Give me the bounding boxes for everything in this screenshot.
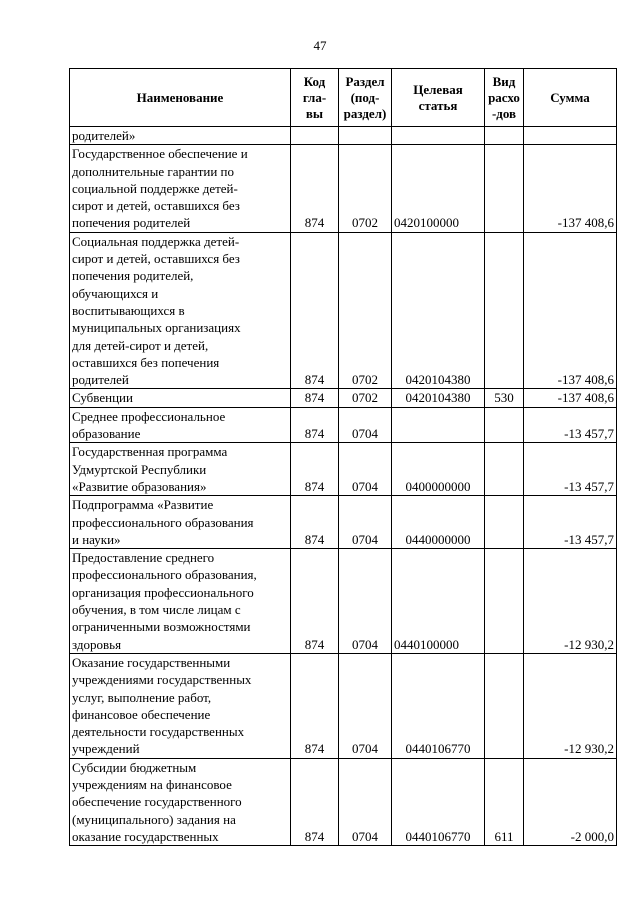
header-target: Целевая статья	[392, 69, 485, 127]
row-section: 0702	[339, 232, 392, 389]
row-target	[392, 407, 485, 443]
header-section: Раздел (под- раздел)	[339, 69, 392, 127]
row-expense	[485, 549, 524, 654]
row-expense	[485, 232, 524, 389]
row-section: 0702	[339, 389, 392, 407]
row-section: 0704	[339, 496, 392, 549]
row-sum: -2 000,0	[524, 758, 617, 845]
row-sum: -13 457,7	[524, 496, 617, 549]
row-chapter: 874	[291, 443, 339, 496]
row-chapter: 874	[291, 145, 339, 232]
row-section: 0702	[339, 145, 392, 232]
table-row	[70, 145, 617, 232]
table-row	[70, 443, 617, 496]
row-name: Предоставление среднего профессионального образования, организация профессионального обучения, в том числе лицам с ограниченными возможностями здоровья	[70, 549, 291, 654]
table-row	[70, 758, 617, 845]
row-sum: -137 408,6	[524, 389, 617, 407]
row-chapter: 874	[291, 232, 339, 389]
row-sum: -12 930,2	[524, 549, 617, 654]
row-name: Оказание государственными учреждениями государственных услуг, выполнение работ, финансовое обеспечение деятельности государственных учреждений	[70, 653, 291, 758]
row-expense: 611	[485, 758, 524, 845]
row-section	[339, 127, 392, 145]
row-name: Субвенции	[70, 389, 291, 407]
row-target: 0440106770	[392, 758, 485, 845]
row-name: Государственное обеспечение и дополнительные гарантии по социальной поддержке детей- сирот и детей, оставшихся без попечения родителей	[70, 145, 291, 232]
row-target: 0440106770	[392, 653, 485, 758]
budget-table	[69, 68, 617, 846]
row-target: 0420104380	[392, 389, 485, 407]
row-expense	[485, 496, 524, 549]
row-section: 0704	[339, 653, 392, 758]
row-chapter: 874	[291, 653, 339, 758]
header-chapter: Код гла- вы	[291, 69, 339, 127]
row-expense	[485, 653, 524, 758]
row-name: Субсидии бюджетным учреждениям на финансовое обеспечение государственного (муниципального) задания на оказание государственных	[70, 758, 291, 845]
row-expense: 530	[485, 389, 524, 407]
row-name: Государственная программа Удмуртской Республики «Развитие образования»	[70, 443, 291, 496]
row-chapter	[291, 127, 339, 145]
row-expense	[485, 407, 524, 443]
table-row	[70, 389, 617, 407]
row-expense	[485, 127, 524, 145]
row-sum: -13 457,7	[524, 443, 617, 496]
row-chapter: 874	[291, 389, 339, 407]
row-chapter: 874	[291, 496, 339, 549]
table-row	[70, 496, 617, 549]
row-target	[392, 127, 485, 145]
row-chapter: 874	[291, 549, 339, 654]
header-sum: Сумма	[524, 69, 617, 127]
page-number: 47	[313, 38, 327, 53]
row-expense	[485, 145, 524, 232]
row-section: 0704	[339, 407, 392, 443]
header-name: Наименование	[70, 69, 291, 127]
row-section: 0704	[339, 758, 392, 845]
row-name: родителей»	[70, 127, 291, 145]
row-target: 0420104380	[392, 232, 485, 389]
row-sum: -12 930,2	[524, 653, 617, 758]
row-section: 0704	[339, 443, 392, 496]
row-sum: -13 457,7	[524, 407, 617, 443]
row-chapter: 874	[291, 407, 339, 443]
row-sum: -137 408,6	[524, 232, 617, 389]
header-expense: Вид расхо -дов	[485, 69, 524, 127]
row-expense	[485, 443, 524, 496]
row-chapter: 874	[291, 758, 339, 845]
table-row	[70, 407, 617, 443]
row-target: 0420100000	[392, 145, 485, 232]
row-name: Социальная поддержка детей- сирот и детей, оставшихся без попечения родителей, обучающихся и воспитывающихся в муниципальных организациях для детей-сирот и детей, оставшихся без попечения родителей	[70, 232, 291, 389]
row-sum	[524, 127, 617, 145]
row-target: 0440000000	[392, 496, 485, 549]
row-name: Подпрограмма «Развитие профессионального образования и науки»	[70, 496, 291, 549]
table-row	[70, 549, 617, 654]
table-row	[70, 127, 617, 145]
row-target: 0400000000	[392, 443, 485, 496]
row-target: 0440100000	[392, 549, 485, 654]
table-row	[70, 232, 617, 389]
row-name: Среднее профессиональное образование	[70, 407, 291, 443]
row-sum: -137 408,6	[524, 145, 617, 232]
table-row	[70, 653, 617, 758]
row-section: 0704	[339, 549, 392, 654]
table-header-row	[70, 69, 617, 127]
